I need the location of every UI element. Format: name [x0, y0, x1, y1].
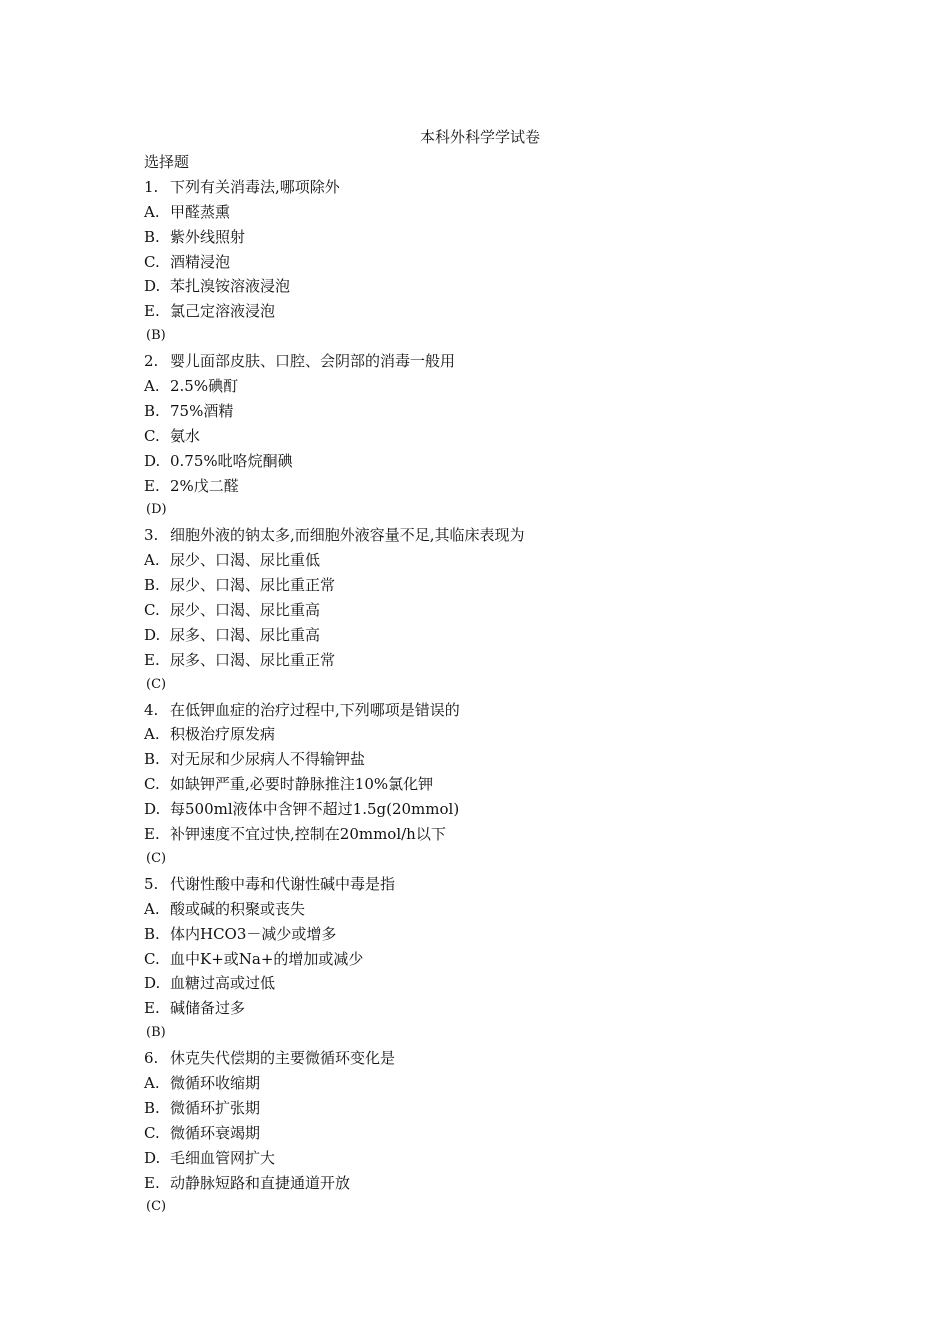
option-text: 2%戊二醛 — [170, 476, 239, 495]
option-item — [144, 772, 844, 797]
answer-key: (B) — [146, 328, 166, 344]
question-text: 细胞外液的钠太多,而细胞外液容量不足,其临床表现为 — [170, 526, 525, 545]
option-letter: B. — [144, 576, 160, 595]
option-item — [144, 971, 844, 996]
question-stem — [144, 698, 844, 723]
option-item — [144, 424, 844, 449]
option-letter: A. — [144, 202, 160, 221]
option-letter: B. — [144, 401, 160, 420]
option-letter: D. — [144, 974, 161, 993]
option-item — [144, 200, 844, 225]
option-text: 尿多、口渴、尿比重高 — [170, 625, 321, 644]
option-text: 尿少、口渴、尿比重低 — [170, 551, 321, 570]
exam-content — [144, 150, 844, 1220]
answer-key: (C) — [146, 850, 167, 866]
option-letter: E. — [144, 302, 160, 321]
option-item — [144, 399, 844, 424]
option-letter: E. — [144, 825, 160, 844]
option-item — [144, 1171, 844, 1196]
option-text: 氨水 — [170, 426, 201, 445]
option-letter: B. — [144, 1098, 160, 1117]
question-text: 代谢性酸中毒和代谢性碱中毒是指 — [170, 874, 396, 893]
option-item — [144, 1121, 844, 1146]
option-letter: C. — [144, 426, 160, 445]
option-item — [144, 225, 844, 250]
answer-key: (C) — [146, 676, 167, 692]
question-text: 下列有关消毒法,哪项除外 — [170, 177, 340, 196]
option-text: 体内HCO3－减少或增多 — [170, 924, 337, 943]
option-text: 0.75%吡咯烷酮碘 — [170, 451, 293, 470]
option-text: 尿多、口渴、尿比重正常 — [170, 650, 336, 669]
exam-title: 本科外科学学试卷 — [419, 128, 540, 146]
option-text: 微循环收缩期 — [170, 1073, 261, 1092]
option-item — [144, 623, 844, 648]
option-text: 甲醛蒸熏 — [170, 202, 231, 221]
option-item — [144, 996, 844, 1021]
option-letter: B. — [144, 750, 160, 769]
option-letter: D. — [144, 277, 161, 296]
answer-key: (B) — [146, 1025, 166, 1041]
option-item — [144, 922, 844, 947]
option-item — [144, 722, 844, 747]
option-text: 毛细血管网扩大 — [170, 1148, 276, 1167]
option-text: 紫外线照射 — [170, 227, 246, 246]
option-text: 尿少、口渴、尿比重正常 — [170, 576, 336, 595]
section-heading: 选择题 — [144, 153, 190, 171]
option-text: 苯扎溴铵溶液浸泡 — [170, 277, 291, 296]
option-letter: C. — [144, 1123, 160, 1142]
question-number: 1. — [144, 177, 159, 196]
option-item — [144, 598, 844, 623]
question-text: 婴儿面部皮肤、口腔、会阴部的消毒一般用 — [170, 352, 456, 371]
option-text: 微循环扩张期 — [170, 1098, 261, 1117]
option-letter: C. — [144, 949, 160, 968]
option-letter: C. — [144, 775, 160, 794]
option-text: 动静脉短路和直捷通道开放 — [170, 1173, 351, 1192]
option-letter: A. — [144, 551, 160, 570]
question-number: 5. — [144, 874, 159, 893]
option-letter: C. — [144, 601, 160, 620]
option-text: 微循环衰竭期 — [170, 1123, 261, 1142]
option-item — [144, 747, 844, 772]
option-text: 氯己定溶液浸泡 — [170, 302, 276, 321]
option-item — [144, 797, 844, 822]
question-text: 在低钾血症的治疗过程中,下列哪项是错误的 — [170, 700, 460, 719]
question-number: 4. — [144, 700, 159, 719]
option-text: 补钾速度不宜过快,控制在20mmol/h以下 — [170, 825, 446, 844]
option-item — [144, 822, 844, 847]
option-text: 75%酒精 — [170, 401, 234, 420]
option-letter: A. — [144, 1073, 160, 1092]
question-stem — [144, 1046, 844, 1071]
option-letter: E. — [144, 1173, 160, 1192]
option-item — [144, 548, 844, 573]
option-item — [144, 374, 844, 399]
option-text: 积极治疗原发病 — [170, 725, 276, 744]
option-letter: A. — [144, 899, 160, 918]
answer-key: (C) — [146, 1199, 167, 1215]
option-item — [144, 648, 844, 673]
question-number: 2. — [144, 352, 159, 371]
question-stem — [144, 175, 844, 200]
option-text: 酸或碱的积聚或丧失 — [170, 899, 306, 918]
option-letter: E. — [144, 650, 160, 669]
option-item — [144, 299, 844, 324]
option-letter: D. — [144, 1148, 161, 1167]
option-item — [144, 250, 844, 275]
option-text: 对无尿和少尿病人不得输钾盐 — [170, 750, 366, 769]
option-text: 如缺钾严重,必要时静脉推注10%氯化钾 — [170, 775, 434, 794]
option-text: 2.5%碘酊 — [170, 377, 239, 396]
option-item — [144, 1096, 844, 1121]
question-stem — [144, 349, 844, 374]
question-stem — [144, 872, 844, 897]
option-text: 酒精浸泡 — [170, 252, 231, 271]
question-number: 3. — [144, 526, 159, 545]
option-text: 血中K+或Na+的增加或减少 — [170, 949, 364, 968]
answer-key: (D) — [146, 502, 167, 518]
option-item — [144, 449, 844, 474]
option-letter: D. — [144, 451, 161, 470]
option-item — [144, 1071, 844, 1096]
option-letter: B. — [144, 227, 160, 246]
option-item — [144, 1146, 844, 1171]
option-letter: A. — [144, 725, 160, 744]
option-text: 尿少、口渴、尿比重高 — [170, 601, 321, 620]
option-text: 碱储备过多 — [170, 999, 246, 1018]
option-text: 每500ml液体中含钾不超过1.5g(20mmol) — [170, 800, 460, 819]
option-text: 血糖过高或过低 — [170, 974, 276, 993]
option-letter: D. — [144, 800, 161, 819]
option-letter: D. — [144, 625, 161, 644]
option-letter: E. — [144, 476, 160, 495]
option-item — [144, 573, 844, 598]
question-stem — [144, 523, 844, 548]
option-item — [144, 474, 844, 499]
question-text: 休克失代偿期的主要微循环变化是 — [170, 1049, 396, 1068]
option-item — [144, 897, 844, 922]
option-letter: C. — [144, 252, 160, 271]
question-number: 6. — [144, 1049, 159, 1068]
option-letter: B. — [144, 924, 160, 943]
option-item — [144, 274, 844, 299]
option-letter: A. — [144, 377, 160, 396]
option-letter: E. — [144, 999, 160, 1018]
option-item — [144, 947, 844, 972]
